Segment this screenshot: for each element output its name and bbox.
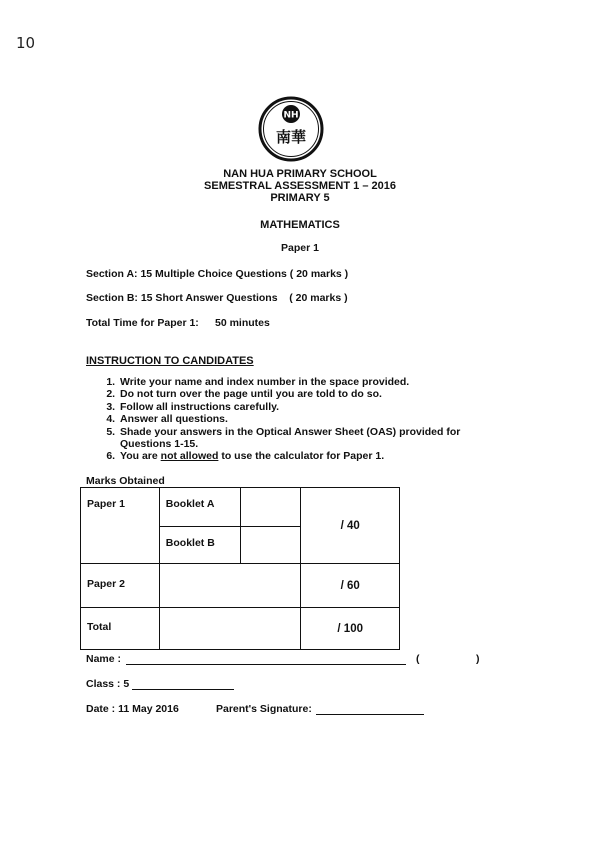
instruction-item: 5. Shade your answers in the Optical Answer Sheet (OAS) provided for Questions 1-15. [118,426,498,451]
instructions-list [100,376,498,463]
time-label: Total Time for Paper 1: [86,317,199,329]
section-a: Section A: 15 Multiple Choice Questions ( 20 marks ) [86,268,349,280]
signature-label: Parent's Signature: [216,703,312,715]
paper1-total: / 40 [301,488,400,564]
instruction-item: 3. Follow all instructions carefully. [118,401,498,413]
time-value: 50 minutes [215,317,270,329]
class-field[interactable] [132,689,234,690]
booklet-a-score [240,488,301,527]
level: PRIMARY 5 [270,192,330,204]
paper1-label: Paper 1 [81,488,160,564]
instruction-item: 4. Answer all questions. [118,413,498,425]
logo-top-text: NH [283,110,299,121]
name-field[interactable] [126,664,406,665]
marks-obtained-title: Marks Obtained [86,475,165,487]
booklet-b-score [240,527,301,564]
class-label: Class : 5 [86,678,130,690]
date-label: Date : 11 May 2016 [86,703,179,715]
instruction-item: 1. Write your name and index number in the space provided. [118,376,498,388]
booklet-b-label: Booklet B [159,527,240,564]
subject: MATHEMATICS [260,219,340,231]
marks-table [80,487,400,650]
close-paren: ) [476,653,480,665]
logo-bottom-text: 南華 [275,128,307,146]
assessment-title: SEMESTRAL ASSESSMENT 1 – 2016 [204,180,396,192]
total-value: / 100 [301,608,400,650]
total-score [159,608,301,650]
instruction-6-prefix: You are [120,450,158,463]
school-name: NAN HUA PRIMARY SCHOOL [223,168,377,180]
instruction-item [118,450,498,462]
open-paren: ( [416,653,420,665]
name-label: Name : [86,653,122,665]
instruction-6-suffix: to use the calculator for Paper 1. [221,450,385,463]
paper2-label: Paper 2 [81,564,160,608]
paper2-total: / 60 [301,564,400,608]
section-b: Section B: 15 Short Answer Questions ( 20 marks ) [86,292,348,304]
booklet-a-label: Booklet A [159,488,240,527]
school-logo-icon [258,96,324,162]
total-label: Total [81,608,160,650]
signature-field[interactable] [316,714,424,715]
instruction-6-emphasis: not allowed [160,450,219,463]
instructions-title: INSTRUCTION TO CANDIDATES [86,355,254,367]
instruction-item: 2. Do not turn over the page until you are told to do so. [118,388,498,400]
page-number-mark: 10 [16,34,36,52]
paper2-score [159,564,301,608]
paper-title: Paper 1 [281,242,319,254]
